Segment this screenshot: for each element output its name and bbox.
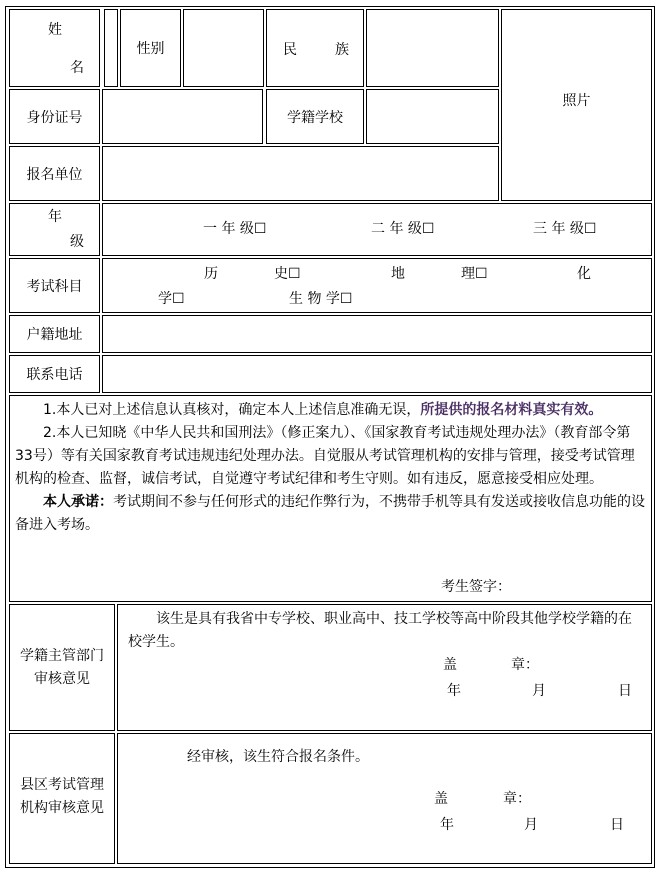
ethnicity-label-1: 民 — [283, 42, 297, 58]
review1-seal-1: 盖 — [443, 657, 457, 673]
name-label-cell — [9, 9, 100, 87]
gender-label-cell — [120, 9, 181, 87]
ethnicity-value-cell[interactable] — [366, 9, 499, 87]
review1-label-cell — [9, 604, 115, 731]
school-label-cell — [266, 89, 364, 144]
photo-label: 照片 — [562, 93, 591, 109]
grade-option-2[interactable]: 二 年 级☐ — [371, 221, 435, 237]
phone-label: 联系电话 — [26, 367, 83, 383]
id-label: 身份证号 — [26, 109, 83, 126]
declaration-cell — [9, 395, 652, 602]
review1-content-cell — [117, 604, 652, 731]
signature-label: 考生签字： — [441, 579, 511, 595]
photo-cell[interactable] — [501, 9, 652, 201]
name-value-cell[interactable] — [104, 9, 118, 87]
review1-seal-2: 章： — [511, 657, 539, 673]
review2-year: 年 — [440, 817, 454, 833]
unit-value-cell[interactable] — [102, 146, 499, 201]
id-label-cell — [9, 89, 100, 144]
review1-label-1: 学籍主管部门 — [20, 648, 104, 664]
ethnicity-label-cell — [266, 9, 364, 87]
subjects-label: 考试科目 — [26, 278, 83, 295]
gender-value-cell[interactable] — [183, 9, 264, 87]
review1-year: 年 — [447, 683, 461, 699]
grade-option-3[interactable]: 三 年 级☐ — [533, 221, 597, 237]
subject-history-2[interactable]: 史☐ — [274, 266, 301, 282]
hukou-label: 户籍地址 — [26, 327, 83, 343]
subject-biology[interactable]: 生 物 学☐ — [289, 291, 353, 307]
declaration-paragraph-3: 本人承诺：考试期间不参与任何形式的违纪作弊行为，不携带手机等具有发送或接收信息功能的设备进入考场。 — [15, 494, 645, 533]
hukou-label-cell — [9, 315, 100, 353]
review2-day: 日 — [610, 817, 624, 833]
school-value-cell[interactable] — [366, 89, 499, 144]
subject-history-1: 历 — [204, 266, 218, 282]
unit-label-cell — [9, 146, 100, 201]
hukou-value-cell[interactable] — [102, 315, 652, 353]
phone-value-cell[interactable] — [102, 355, 652, 393]
review2-seal-2: 章： — [503, 791, 531, 807]
phone-label-cell — [9, 355, 100, 393]
name-label-1: 姓 — [48, 22, 62, 38]
subjects-options-cell — [102, 258, 652, 313]
grade-option-1[interactable]: 一 年 级☐ — [203, 221, 267, 237]
review2-label-1: 县区考试管理 — [20, 777, 104, 793]
unit-label: 报名单位 — [26, 166, 83, 183]
subject-geography-1: 地 — [391, 266, 405, 282]
review1-month: 月 — [532, 683, 546, 699]
review2-content-cell — [117, 733, 652, 864]
gender-label: 性别 — [136, 41, 165, 57]
subject-geography-2[interactable]: 理☐ — [461, 266, 488, 282]
declaration-text — [15, 399, 645, 537]
ethnicity-label-2: 族 — [335, 42, 349, 58]
name-label-2: 名 — [70, 60, 84, 76]
school-label: 学籍学校 — [287, 109, 343, 126]
id-value-cell[interactable] — [102, 89, 263, 144]
subjects-label-cell — [9, 258, 100, 313]
subject-chemistry-2[interactable]: 学☐ — [158, 291, 185, 307]
review2-label-cell — [9, 733, 115, 864]
review2-text: 经审核，该生符合报名条件。 — [187, 749, 369, 765]
review2-month: 月 — [524, 817, 538, 833]
declaration-paragraph-2: 2.本人已知晓《中华人民共和国刑法》（修正案九）、《国家教育考试违规处理办法》（教育部令第33号）等有关国家教育考试违规违纪处理办法。自觉服从考试管理机构的安排与管理，接受考试管理机构的检查、监督，诚信考试，自觉遵守考试纪律和考生守则。如有违反，愿意接受相应处理。 — [15, 425, 635, 487]
review2-label-2: 机构审核意见 — [20, 800, 104, 816]
declaration-paragraph-1: 1.本人已对上述信息认真核对，确定本人上述信息准确无误，所提供的报名材料真实有效。 — [43, 402, 603, 418]
subject-chemistry-1: 化 — [577, 266, 591, 282]
grade-options-cell — [102, 203, 652, 256]
review1-text: 该生是具有我省中专学校、职业高中、技工学校等高中阶段其他学校学籍的在校学生。 — [128, 611, 632, 650]
grade-label-1: 年 — [48, 209, 62, 225]
grade-label-cell — [9, 203, 100, 256]
review2-seal-1: 盖 — [434, 791, 448, 807]
review1-label-2: 审核意见 — [34, 671, 90, 687]
grade-label-2: 级 — [70, 234, 84, 250]
review1-day: 日 — [618, 683, 632, 699]
